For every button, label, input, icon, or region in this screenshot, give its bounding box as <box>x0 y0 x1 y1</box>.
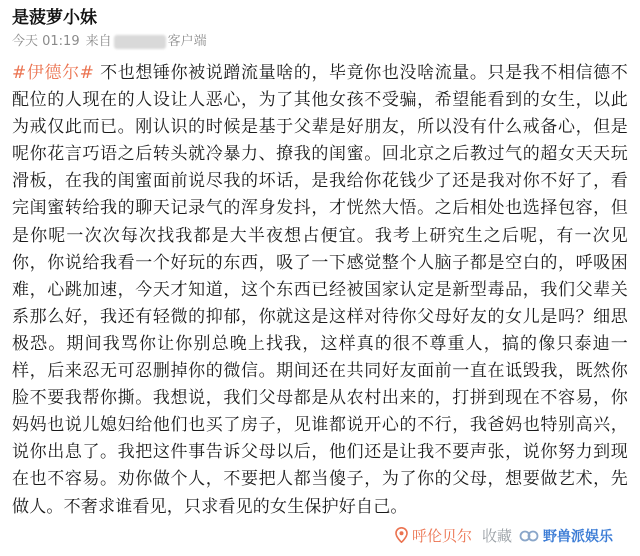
location-pin-icon <box>395 527 408 543</box>
post-header <box>12 6 628 52</box>
post-text <box>12 60 628 521</box>
post-body: 不也想锤你被说蹭流量啥的，毕竟你也没啥流量。只是我不相信德不配位的人现在的人设让人恶心，为了其他女孩不受骗，希望能看到的女生，以此为戒仅此而已。刚认识的时候是基于父辈是好朋友，所以没有什么戒备心，但是呢你花言巧语之后转头就冷暴力、撩我的闺蜜。回北京之后教过气的超女天天玩滑板，在我的闺蜜面前说尽我的坏话，是我给你花钱少了还是我对你不好了，看完闺蜜转给我的聊天记录气的浑身发抖，才恍然大悟。之后相处也选择包容，但是你呢一次次每次找我都是大半夜想占便宜。我考上研究生之后呢，有一次见你，你说给我看一个好玩的东西，吸了一下感觉整个人脑子都是空白的，呼吸困难，心跳加速，今天才知道，这个东西已经被国家认定是新型毒品，我们父辈关系那么好，我还有轻微的抑郁，你就这是这样对待你父母好友的女儿是吗？细思极恐。期间我骂你让你别总晚上找我，这样真的很不尊重人，搞的像只泰迪一样，后来忍无可忍删掉你的微信。期间还在共同好友面前一直在诋毁我，既然你脸不要我帮你撕。我想说，我们父母都是从农村出来的，打拼到现在不容易，你妈妈也说儿媳妇给他们也买了房子，见谁都说开心的不行，我爸妈也特别高兴，说你出息了。我把这件事告诉父母以后，他们还是让我不要声张，说你努力到现在也不容易。劝你做个人，不要把人都当傻子，为了你的父母，想要做艺术，先做人。不奢求谁看见，只求看见的女生保护好自己。 <box>12 63 628 517</box>
location-tag[interactable] <box>395 525 472 546</box>
source-prefix: 来自 <box>85 34 112 49</box>
post-time: 今天 01:19 <box>12 34 80 49</box>
wechat-channel-icon <box>519 527 539 545</box>
username[interactable]: 是菠萝小妹 <box>12 8 97 28</box>
redacted-client-name <box>114 35 166 49</box>
source-suffix: 客户端 <box>167 34 207 49</box>
hashtag-link[interactable]: #伊德尔# <box>12 63 95 83</box>
watermark <box>515 523 617 549</box>
location-label: 呼伦贝尔 <box>412 526 473 545</box>
collect-button[interactable]: 收藏 <box>482 526 513 545</box>
watermark-text: 野兽派娱乐 <box>543 529 613 545</box>
post-meta <box>12 32 628 52</box>
